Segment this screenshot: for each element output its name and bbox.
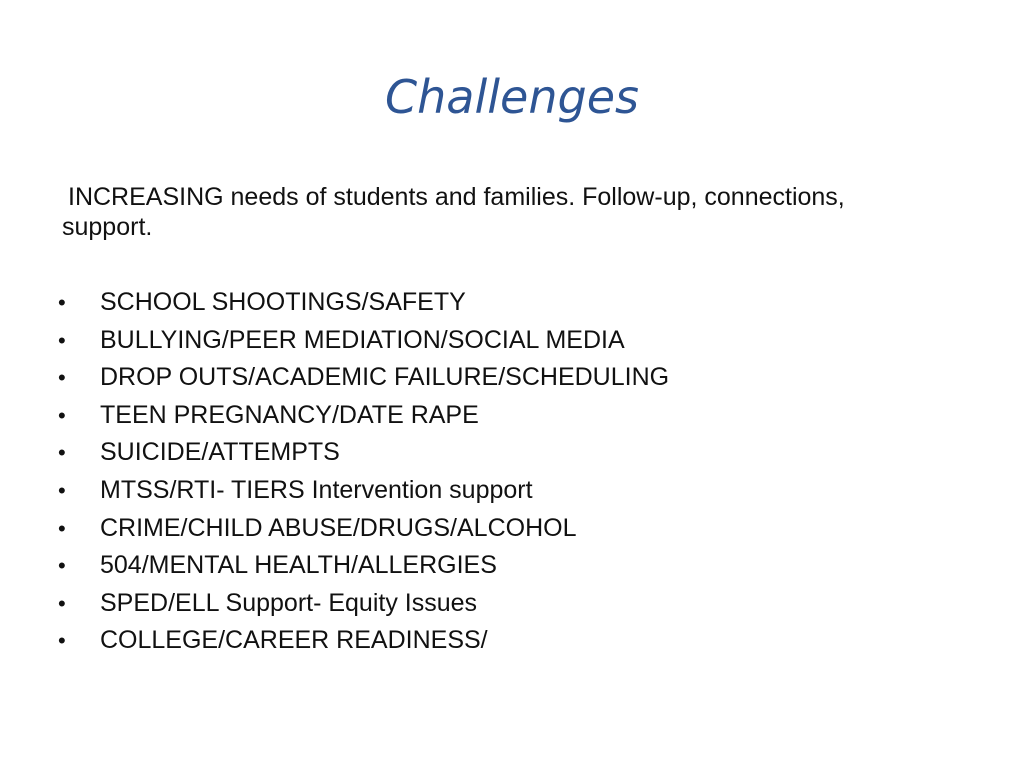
bullet-text: DROP OUTS/ACADEMIC FAILURE/SCHEDULING <box>100 363 670 392</box>
bullet-item <box>58 622 958 660</box>
bullet-icon: • <box>58 440 66 466</box>
bullet-text: COLLEGE/CAREER READINESS/ <box>100 626 488 655</box>
bullet-item <box>58 510 958 548</box>
bullet-list <box>58 284 958 660</box>
bullet-text: SCHOOL SHOOTINGS/SAFETY <box>100 288 466 316</box>
bullet-text: 504/MENTAL HEALTH/ALLERGIES <box>100 551 497 580</box>
bullet-item <box>58 322 958 360</box>
bullet-item <box>58 284 958 322</box>
bullet-icon: • <box>58 628 66 654</box>
intro-paragraph <box>62 182 962 242</box>
bullet-text: MTSS/RTI- TIERS Intervention support <box>100 475 533 504</box>
bullet-text: SUICIDE/ATTEMPTS <box>100 438 340 467</box>
bullet-icon: • <box>58 590 66 616</box>
bullet-icon: • <box>58 553 66 579</box>
intro-lead-line: INCREASING needs of students and families. Follow-up, connections, <box>68 183 845 211</box>
bullet-icon: • <box>58 477 66 503</box>
bullet-item <box>58 359 958 397</box>
bullet-item <box>58 547 958 585</box>
bullet-item <box>58 434 958 472</box>
bullet-text: SPED/ELL Support- Equity Issues <box>100 588 478 617</box>
intro-continuation-line: support. <box>62 213 153 241</box>
bullet-text: CRIME/CHILD ABUSE/DRUGS/ALCOHOL <box>100 513 577 542</box>
bullet-text: TEEN PREGNANCY/DATE RAPE <box>100 400 479 429</box>
bullet-icon: • <box>58 515 66 541</box>
bullet-item <box>58 397 958 435</box>
bullet-icon: • <box>58 327 66 353</box>
bullet-text: BULLYING/PEER MEDIATION/SOCIAL MEDIA <box>100 325 625 354</box>
slide-title: Challenges <box>385 70 639 124</box>
bullet-icon: • <box>58 402 66 428</box>
bullet-item <box>58 585 958 623</box>
bullet-icon: • <box>58 365 66 391</box>
bullet-icon: • <box>58 290 66 315</box>
bullet-item <box>58 472 958 510</box>
